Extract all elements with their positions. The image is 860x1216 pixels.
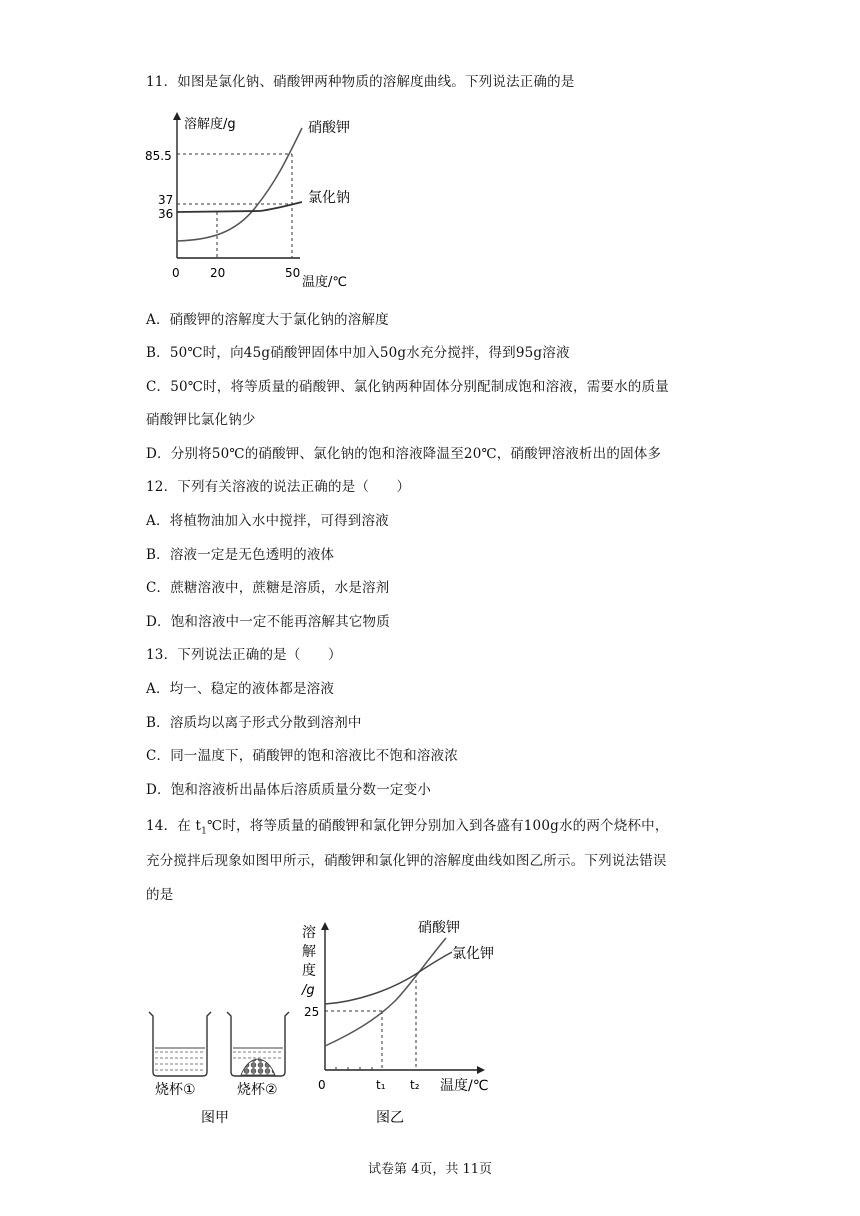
q14-stem-pre: 14．在 t [146, 818, 202, 834]
q14-figure-b [296, 912, 506, 1127]
q11-x-tick-0: 0 [172, 266, 180, 280]
q12-stem: 12．下列有关溶液的说法正确的是（ ） [146, 479, 411, 495]
q11-option-a: A．硝酸钾的溶解度大于氯化钠的溶解度 [146, 312, 389, 328]
beaker-2 [227, 1012, 289, 1076]
q11-option-b: B．50℃时，向45g硝酸钾固体中加入50g水充分搅拌，得到95g溶液 [146, 345, 570, 361]
q11-x-tick-20: 20 [210, 266, 226, 280]
q11-x-tick-50: 50 [285, 266, 301, 280]
beaker-2-label: 烧杯② [237, 1082, 278, 1098]
q13-option-b: B．溶质均以离子形式分散到溶剂中 [146, 715, 362, 731]
q14-stem-post: ℃时，将等质量的硝酸钾和氯化钾分别加入到各盛有100g水的两个烧杯中， [207, 818, 669, 834]
q11-option-d: D．分别将50℃的硝酸钾、氯化钠的饱和溶液降温至20℃，硝酸钾溶液析出的固体多 [146, 446, 662, 462]
q14b-y-label-2: 解 [302, 944, 316, 960]
q13-option-a: A．均一、稳定的液体都是溶液 [146, 681, 335, 697]
q14b-x-axis-label: 温度/℃ [440, 1078, 489, 1094]
q11-option-c-cont: 硝酸钾比氯化钠少 [146, 412, 256, 428]
page-footer: 试卷第 4页，共 11页 [367, 1162, 493, 1177]
q12-option-b: B．溶液一定是无色透明的液体 [146, 547, 335, 563]
q11-option-c: C．50℃时，将等质量的硝酸钾、氯化钠两种固体分别配制成饱和溶液，需要水的质量 [146, 379, 669, 395]
q14b-y-label-3: 度 [302, 963, 316, 979]
q11-y-tick-37: 37 [158, 193, 174, 207]
q14-stem-line1 [146, 816, 669, 842]
beaker-1 [149, 1012, 211, 1076]
q14b-y-label-1: 溶 [302, 925, 316, 941]
q13-option-c: C．同一温度下，硝酸钾的饱和溶液比不饱和溶液浓 [146, 748, 458, 764]
q14b-kcl-curve [325, 952, 452, 1004]
q12-option-c: C．蔗糖溶液中，蔗糖是溶质，水是溶剂 [146, 580, 390, 596]
q11-nacl-label: 氯化钠 [308, 190, 350, 206]
q11-solubility-chart [140, 108, 360, 288]
figure-a-caption: 图甲 [201, 1110, 229, 1126]
q11-stem: 11．如图是氯化钠、硝酸钾两种物质的溶解度曲线。下列说法正确的是 [146, 74, 575, 90]
q14b-y-tick-25: 25 [304, 1005, 320, 1019]
q14-stem-line3: 的是 [146, 887, 174, 903]
q14b-kno3-curve [325, 938, 446, 1046]
q11-x-axis-label: 温度/℃ [302, 275, 347, 290]
q14-stem-sub: 1 [201, 826, 208, 837]
q11-y-axis-label: 溶解度/g [184, 117, 236, 132]
q11-y-tick-36: 36 [158, 207, 174, 221]
q12-option-d: D．饱和溶液中一定不能再溶解其它物质 [146, 614, 390, 630]
q11-y-tick-85.5: 85.5 [145, 149, 172, 163]
q14b-kno3-label: 硝酸钾 [418, 920, 460, 936]
q11-kno3-label: 硝酸钾 [308, 120, 350, 136]
q14b-x-axis-arrow [477, 1066, 485, 1074]
q14b-y-axis-arrow [321, 922, 329, 930]
q12-option-a: A．将植物油加入水中搅拌，可得到溶液 [146, 513, 389, 529]
q13-option-d: D．饱和溶液析出晶体后溶质质量分数一定变小 [146, 782, 432, 798]
undissolved-crystals [241, 1059, 275, 1075]
q14b-y-label-4: /g [302, 983, 315, 998]
q14-stem-line2: 充分搅拌后现象如图甲所示，硝酸钾和氯化钾的溶解度曲线如图乙所示。下列说法错误 [146, 853, 667, 869]
q11-kno3-curve [177, 128, 302, 241]
beaker-1-label: 烧杯① [155, 1082, 196, 1098]
q14b-x-tick-t1: t₁ [376, 1078, 386, 1092]
figure-b-caption: 图乙 [376, 1110, 404, 1126]
q14-figure-a [145, 1008, 295, 1128]
q14b-x-origin: 0 [318, 1078, 326, 1092]
q13-stem: 13．下列说法正确的是（ ） [146, 647, 342, 663]
q11-y-axis-arrow [173, 112, 181, 120]
q14b-x-tick-t2: t₂ [410, 1078, 420, 1092]
q14b-kcl-label: 氯化钾 [452, 946, 494, 962]
